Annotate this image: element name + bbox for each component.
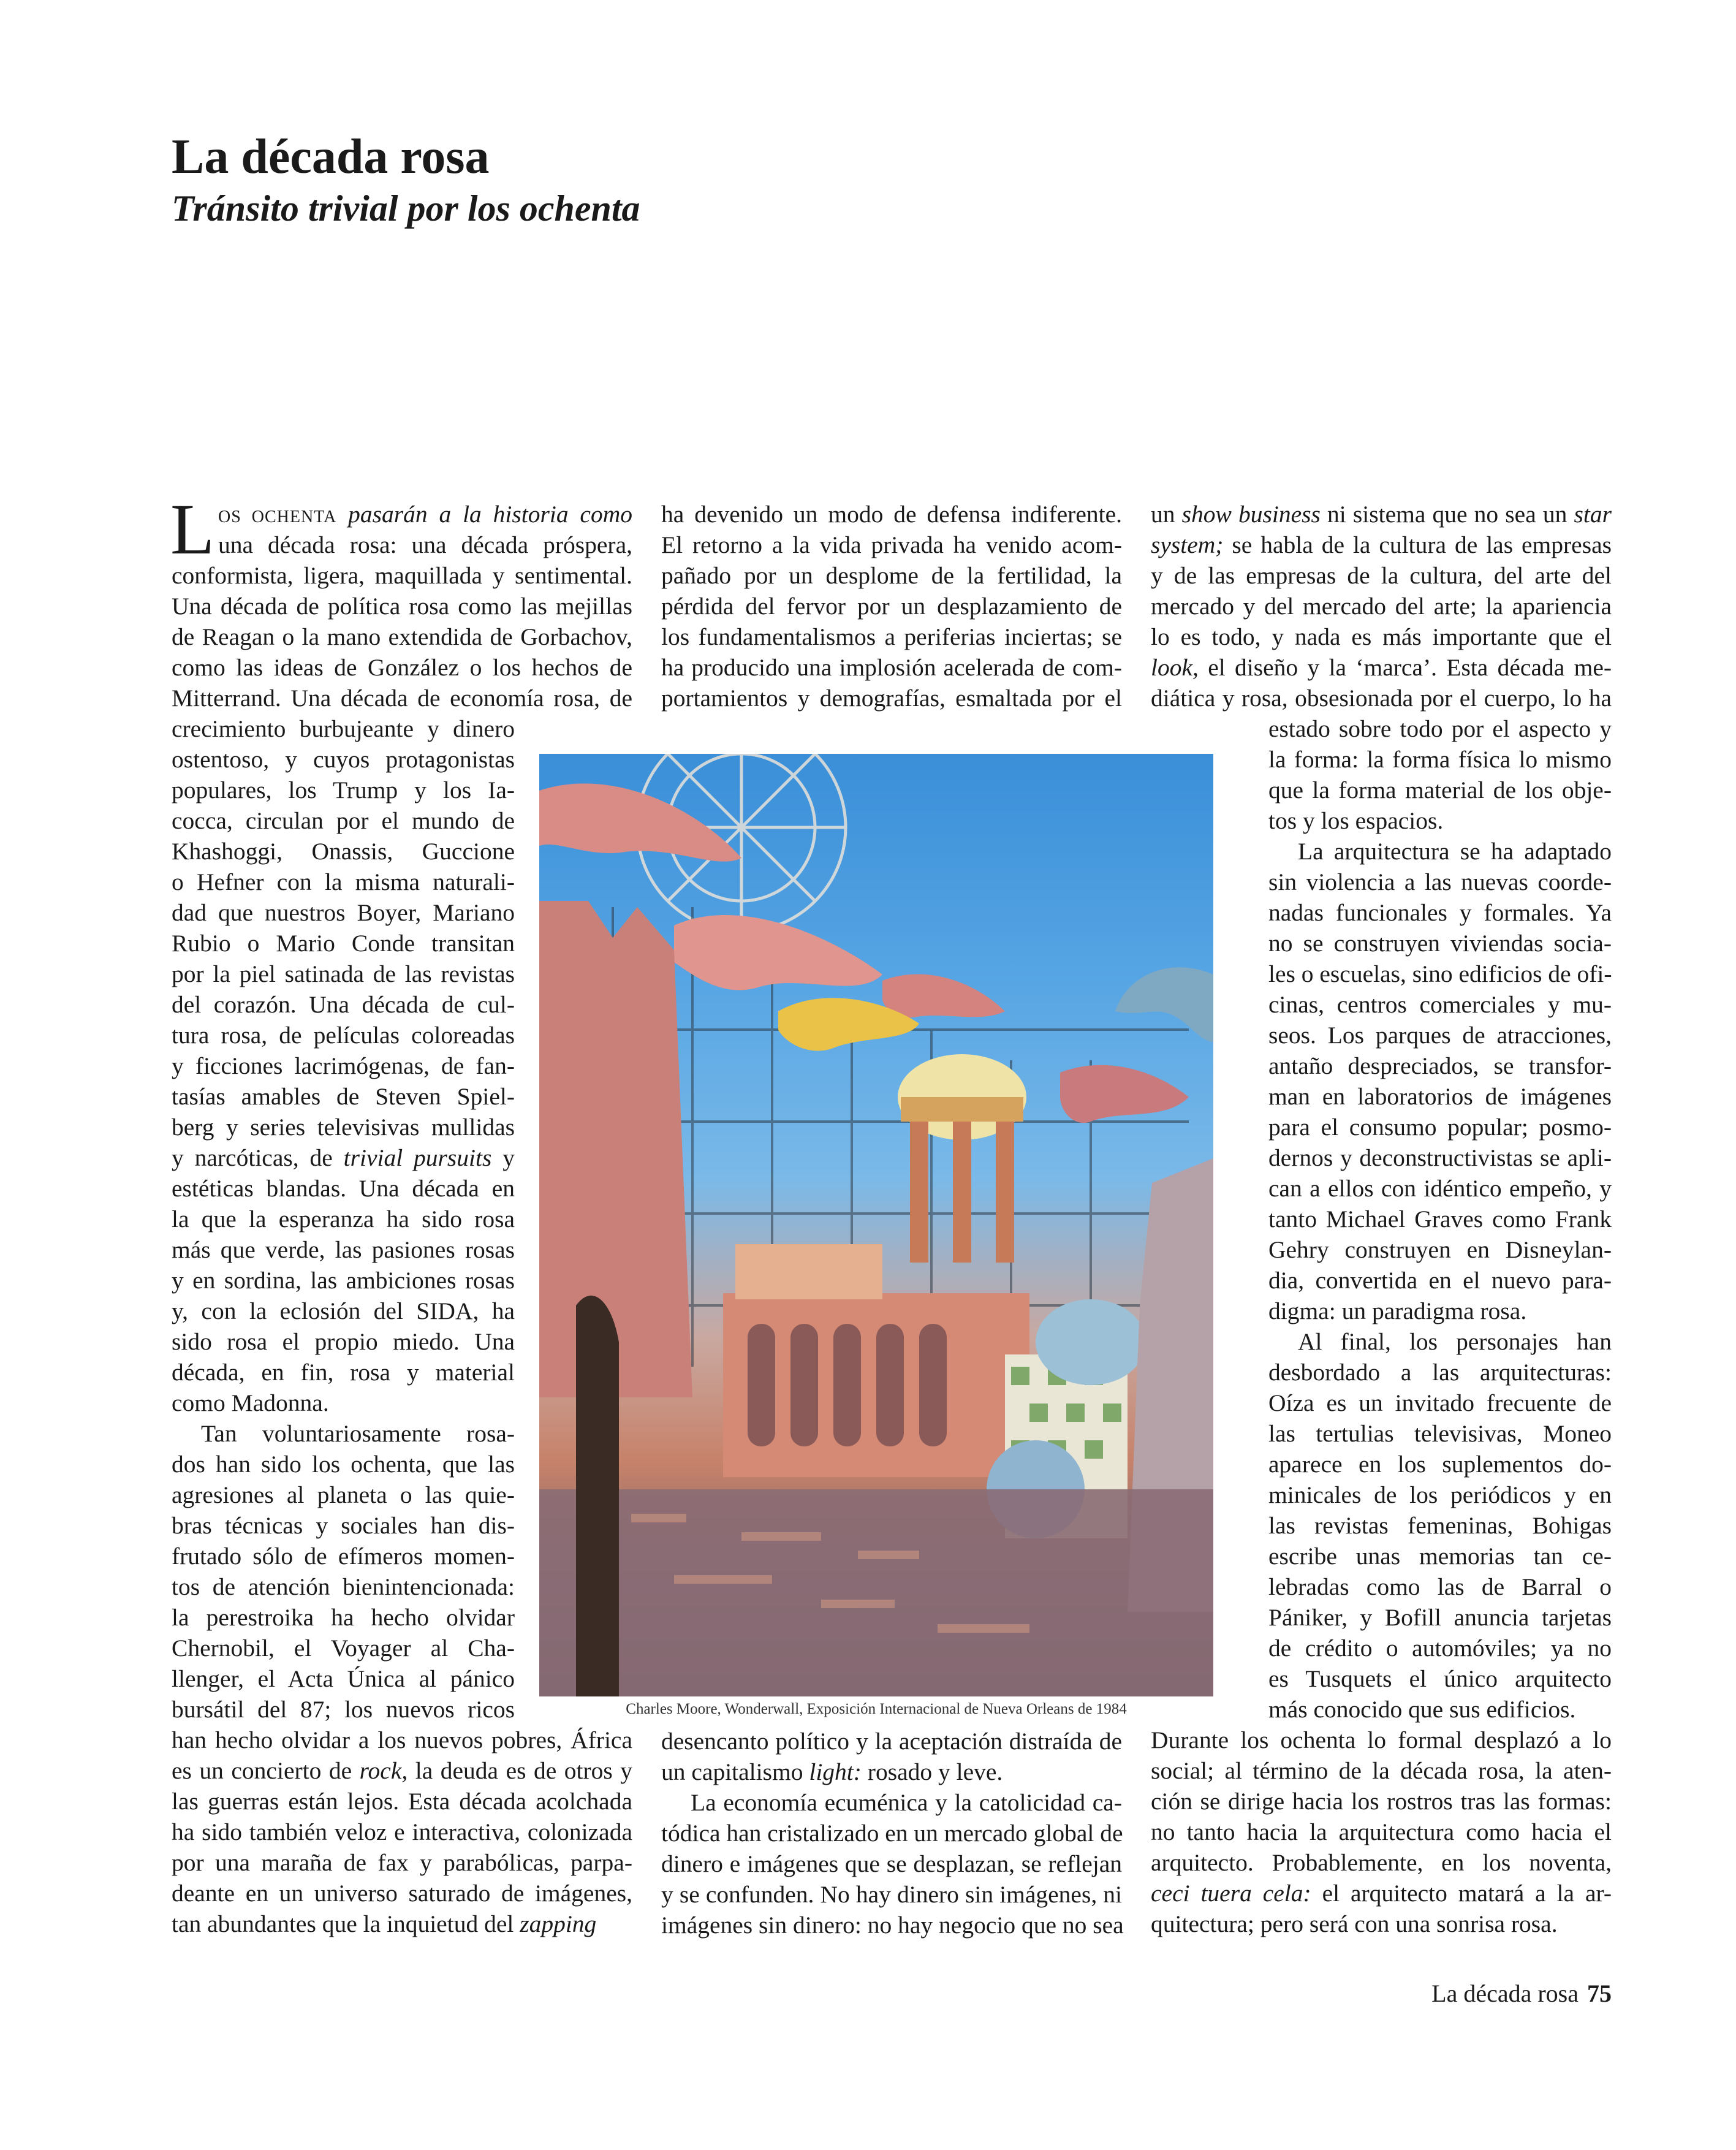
small-caps-lead: OS OCHENTA xyxy=(218,507,337,526)
text-line xyxy=(661,499,1122,530)
text-line xyxy=(172,1480,515,1510)
text-line xyxy=(1268,867,1612,897)
text-line xyxy=(1268,1541,1612,1571)
domed-pavilion xyxy=(898,1054,1026,1263)
text-run: las guerras están lejos. Esta década acolchada xyxy=(172,1788,632,1815)
text-run: para el consumo popular; posmo- xyxy=(1268,1114,1612,1141)
text-run: dos han sido los ochenta, que las xyxy=(172,1451,515,1478)
text-line xyxy=(172,1050,515,1081)
text-run: deante en un universo saturado de imágenes, xyxy=(172,1880,632,1907)
text-line xyxy=(172,1296,515,1326)
text-line xyxy=(1298,1326,1612,1357)
text-run: la perestroika ha hecho olvidar xyxy=(172,1604,515,1631)
text-line xyxy=(1268,713,1612,744)
text-run: Tan voluntariosamente rosa- xyxy=(201,1420,515,1447)
text-run: mercado y del mercado del arte; la apariencia xyxy=(1151,593,1612,620)
text-run: ni sistema que no sea un xyxy=(1320,501,1574,528)
text-run: desencanto político y la aceptación distraída de xyxy=(661,1728,1122,1755)
text-line xyxy=(172,897,515,928)
text-run: es Tusquets el único arquitecto xyxy=(1268,1665,1612,1692)
text-line xyxy=(661,621,1122,652)
text-run: o Hefner con la misma naturali- xyxy=(172,868,515,895)
text-line xyxy=(172,928,515,959)
text-line xyxy=(172,1234,515,1265)
text-run: tos de atención bienintencionada: xyxy=(172,1573,515,1600)
text-run: tura rosa, de películas coloreadas xyxy=(172,1022,515,1049)
text-line xyxy=(1298,836,1612,867)
text-line xyxy=(1268,1694,1612,1725)
text-line xyxy=(1268,1142,1612,1173)
text-run: portamientos y demografías, esmaltada por el xyxy=(661,685,1122,712)
text-line xyxy=(1151,591,1612,621)
text-line xyxy=(1268,928,1612,959)
text-run: como las ideas de González o los hechos de xyxy=(172,654,632,681)
text-run: minicales de los periódicos y en xyxy=(1268,1481,1612,1508)
text-line xyxy=(1268,1020,1612,1050)
text-line xyxy=(1268,1510,1612,1541)
text-line xyxy=(172,775,515,805)
text-run: que la forma material de los obje- xyxy=(1268,777,1612,803)
text-run: agresiones al planeta o las quie- xyxy=(172,1481,515,1508)
text-line xyxy=(1268,1173,1612,1204)
pink-creature-2 xyxy=(674,915,882,990)
text-run: populares, los Trump y los Ia- xyxy=(172,777,515,803)
text-run: han hecho olvidar a los nuevos pobres, África xyxy=(172,1726,632,1753)
text-line xyxy=(1151,530,1612,560)
text-run: rosado y leve. xyxy=(861,1758,1003,1785)
text-run: quitectura; pero será con una sonrisa rosa. xyxy=(1151,1910,1558,1937)
text-line xyxy=(201,1418,515,1449)
text-line xyxy=(172,1541,515,1571)
emphasis: show business xyxy=(1181,501,1321,528)
text-line xyxy=(1151,1817,1612,1847)
text-line xyxy=(172,713,515,744)
text-run: Oíza es un invitado frecuente de xyxy=(1268,1389,1612,1416)
text-line xyxy=(661,1848,1122,1879)
text-line xyxy=(172,1142,515,1173)
emphasis: trivial pursuits xyxy=(343,1144,492,1171)
text-line xyxy=(172,1817,632,1847)
text-line xyxy=(172,560,632,591)
text-line xyxy=(172,959,515,989)
text-line xyxy=(218,530,632,560)
text-run: por una maraña de fax y parabólicas, parpa- xyxy=(172,1849,632,1876)
text-line xyxy=(172,1602,515,1633)
emphasis: rock, xyxy=(359,1757,408,1784)
text-line xyxy=(1268,1388,1612,1418)
photo-caption: Charles Moore, Wonderwall, Exposición Internacional de Nueva Orleans de 1984 xyxy=(626,1701,1127,1717)
text-run: desbordado a las arquitecturas: xyxy=(1268,1359,1612,1386)
text-line xyxy=(1268,1265,1612,1296)
text-line xyxy=(661,591,1122,621)
text-run: no se construyen viviendas socia- xyxy=(1268,930,1612,957)
text-line xyxy=(1268,1296,1612,1326)
text-run: Durante los ochenta lo formal desplazó a lo xyxy=(1151,1726,1612,1753)
text-run: pérdida del fervor por un desplazamiento de xyxy=(661,593,1122,620)
text-line xyxy=(172,744,515,775)
text-line xyxy=(661,1910,1122,1940)
article-subtitle: Tránsito trivial por los ochenta xyxy=(172,188,640,229)
text-run: tasías amables de Steven Spiel- xyxy=(172,1083,515,1110)
text-line xyxy=(172,591,632,621)
text-run: cocca, circulan por el mundo de xyxy=(172,807,515,834)
text-run: ostentoso, y cuyos protagonistas xyxy=(172,746,515,773)
text-run: berg y series televisivas mullidas xyxy=(172,1114,515,1141)
text-run: llenger, el Acta Única al pánico xyxy=(172,1665,515,1692)
text-line xyxy=(172,1510,515,1541)
wonderwall-photo xyxy=(539,754,1213,1696)
text-line xyxy=(1268,989,1612,1020)
text-line xyxy=(172,1633,515,1663)
text-line xyxy=(172,1878,632,1909)
text-line xyxy=(1151,1909,1612,1939)
text-run: una década rosa: una década próspera, xyxy=(218,531,632,558)
text-line xyxy=(1268,1633,1612,1663)
text-line xyxy=(172,1081,515,1112)
text-run: un xyxy=(1151,501,1182,528)
text-line xyxy=(218,499,632,530)
text-line xyxy=(661,560,1122,591)
text-run: man en laboratorios de imágenes xyxy=(1268,1083,1612,1110)
text-run: bras técnicas y sociales han dis- xyxy=(172,1512,515,1539)
text-run: les o escuelas, sino edificios de ofi- xyxy=(1268,960,1612,987)
text-run: conformista, ligera, maquillada y sentimental. xyxy=(172,562,632,589)
text-line xyxy=(172,1265,515,1296)
text-run: Rubio o Mario Conde transitan xyxy=(172,930,515,957)
drop-cap: L xyxy=(170,489,215,569)
text-line xyxy=(172,836,515,867)
text-line xyxy=(1268,1418,1612,1449)
text-run: y de las empresas de la cultura, del arte del xyxy=(1151,562,1612,589)
text-run: social; al término de la década rosa, la aten- xyxy=(1151,1757,1612,1784)
text-line xyxy=(661,652,1122,683)
text-run: Chernobil, el Voyager al Cha- xyxy=(172,1635,515,1662)
text-run: ha producido una implosión acelerada de com- xyxy=(661,654,1122,681)
text-run: digma: un paradigma rosa. xyxy=(1268,1297,1527,1324)
text-line xyxy=(172,652,632,683)
text-run: década, en fin, rosa y material xyxy=(172,1359,515,1386)
text-run: lebradas como las de Barral o xyxy=(1268,1573,1612,1600)
text-line xyxy=(661,1726,1122,1757)
text-line xyxy=(1268,1571,1612,1602)
text-line xyxy=(1268,1357,1612,1388)
text-line xyxy=(1268,959,1612,989)
text-line xyxy=(172,1388,515,1418)
text-line xyxy=(172,1663,515,1694)
emphasis: system; xyxy=(1151,531,1224,558)
text-run: diática y rosa, obsesionada por el cuerpo, lo ha xyxy=(1151,685,1612,712)
text-line xyxy=(691,1787,1122,1818)
text-line xyxy=(1268,1480,1612,1510)
text-line xyxy=(172,1725,632,1755)
text-run: Una década de política rosa como las mejillas xyxy=(172,593,632,620)
text-line xyxy=(1268,1234,1612,1265)
text-run: la que la esperanza ha sido rosa xyxy=(172,1206,515,1233)
text-run: antaño despreciados, se transfor- xyxy=(1268,1052,1612,1079)
text-line xyxy=(1268,1204,1612,1234)
text-run: del corazón. Una década de cul- xyxy=(172,991,515,1018)
text-run: como Madonna. xyxy=(172,1389,329,1416)
text-run: la forma: la forma física lo mismo xyxy=(1268,746,1612,773)
text-run: la deuda es de otros y xyxy=(407,1757,632,1784)
text-run: estéticas blandas. Una década en xyxy=(172,1175,515,1202)
text-line xyxy=(172,1847,632,1878)
text-line xyxy=(1151,499,1612,530)
text-run: La arquitectura se ha adaptado xyxy=(1298,838,1612,865)
left-facade xyxy=(539,901,692,1397)
text-run: dia, convertida en el nuevo para- xyxy=(1268,1267,1612,1294)
text-run: escribe unas memorias tan ce- xyxy=(1268,1543,1612,1570)
text-run: y narcóticas, de xyxy=(172,1144,344,1171)
text-run: el diseño y la ‘marca’. Esta década me- xyxy=(1198,654,1612,681)
text-line xyxy=(1268,1081,1612,1112)
text-run: dernos y deconstructivistas se apli- xyxy=(1268,1144,1612,1171)
text-run: sido rosa el propio miedo. Una xyxy=(172,1328,515,1355)
arcade-building xyxy=(723,1244,1029,1477)
text-line xyxy=(1151,683,1612,713)
text-run: de crédito o automóviles; ya no xyxy=(1268,1635,1612,1662)
text-run: pañado por un desplome de la fertilidad, la xyxy=(661,562,1122,589)
emphasis: ceci tuera cela: xyxy=(1151,1880,1311,1907)
text-run: imágenes sin dinero: no hay negocio que no sea xyxy=(661,1912,1124,1939)
text-line xyxy=(172,1755,632,1786)
emphasis: zapping xyxy=(520,1910,597,1937)
text-line xyxy=(1268,1602,1612,1633)
text-run: por la piel satinada de las revistas xyxy=(172,960,515,987)
text-run: Khashoggi, Onassis, Guccione xyxy=(172,838,515,865)
text-run: más conocido que sus edificios. xyxy=(1268,1696,1576,1723)
text-line xyxy=(1268,897,1612,928)
text-line xyxy=(172,1357,515,1388)
wonderwall-illustration xyxy=(539,754,1213,1696)
text-run: frutado sólo de efímeros momen- xyxy=(172,1543,515,1570)
text-line xyxy=(1151,1755,1612,1786)
text-run: tódica han cristalizado en un mercado global de xyxy=(661,1820,1123,1847)
text-line xyxy=(172,1694,515,1725)
text-run: el arquitecto matará a la ar- xyxy=(1311,1880,1612,1907)
text-line xyxy=(172,1449,515,1480)
text-run: cinas, centros comerciales y mu- xyxy=(1268,991,1612,1018)
text-run: ha devenido un modo de defensa indiferente. xyxy=(661,501,1122,528)
text-line xyxy=(172,805,515,836)
text-line xyxy=(172,1020,515,1050)
text-run: bursátil del 87; los nuevos ricos xyxy=(172,1696,515,1723)
text-line xyxy=(172,1571,515,1602)
text-run: las tertulias televisivas, Moneo xyxy=(1268,1420,1612,1447)
emphasis: pasarán a la historia como xyxy=(336,501,632,528)
text-run: es un concierto de xyxy=(172,1757,360,1784)
text-run: Gehry construyen en Disneylan- xyxy=(1268,1236,1612,1263)
text-line xyxy=(661,1879,1122,1910)
pink-creature-4 xyxy=(1060,1065,1189,1123)
text-run: sin violencia a las nuevas coorde- xyxy=(1268,868,1612,895)
text-line xyxy=(1151,560,1612,591)
text-run: seos. Los parques de atracciones, xyxy=(1268,1022,1612,1049)
text-line xyxy=(172,621,632,652)
emphasis: look, xyxy=(1151,654,1199,681)
text-run: se habla de la cultura de las empresas xyxy=(1223,531,1612,558)
text-run: y en sordina, las ambiciones rosas xyxy=(172,1267,515,1294)
text-line xyxy=(661,683,1122,713)
text-run: aparece en los suplementos do- xyxy=(1268,1451,1612,1478)
emphasis: light: xyxy=(809,1758,862,1785)
text-run: más que verde, las pasiones rosas xyxy=(172,1236,515,1263)
page-folio xyxy=(1431,1978,1612,2009)
text-run: un capitalismo xyxy=(661,1758,809,1785)
text-run: ha sido también veloz e interactiva, colonizada xyxy=(172,1818,632,1845)
text-run: arquitecto. Probablemente, en los noventa, xyxy=(1151,1849,1612,1876)
text-line xyxy=(1268,805,1612,836)
text-line xyxy=(172,1112,515,1142)
text-line xyxy=(1151,1878,1612,1909)
text-run: nadas funcionales y formales. Ya xyxy=(1268,899,1612,926)
emphasis: star xyxy=(1574,501,1612,528)
text-run: los fundamentalismos a periferias inciertas; se xyxy=(661,623,1122,650)
text-line xyxy=(661,1818,1122,1848)
text-line xyxy=(1151,1786,1612,1817)
text-line xyxy=(172,1786,632,1817)
text-line xyxy=(661,530,1122,560)
text-run: Al final, los personajes han xyxy=(1298,1328,1612,1355)
pink-creature-3 xyxy=(882,974,1005,1018)
text-run: Mitterrand. Una década de economía rosa, de xyxy=(172,685,632,712)
text-line xyxy=(1268,1112,1612,1142)
text-line xyxy=(172,1204,515,1234)
text-line xyxy=(1268,775,1612,805)
text-run: de Reagan o la mano extendida de Gorbachov, xyxy=(172,623,632,650)
text-run: ción se dirige hacia los rostros tras las formas: xyxy=(1151,1788,1612,1815)
text-run: tanto Michael Graves como Frank xyxy=(1268,1206,1612,1233)
text-line xyxy=(1268,1663,1612,1694)
text-run: y ficciones lacrimógenas, de fan- xyxy=(172,1052,515,1079)
text-run: y, con la eclosión del SIDA, ha xyxy=(172,1297,515,1324)
text-line xyxy=(172,1173,515,1204)
text-run: La economía ecuménica y la catolicidad ca- xyxy=(691,1789,1122,1816)
text-line xyxy=(1268,744,1612,775)
text-line xyxy=(1151,1725,1612,1755)
text-run: tan abundantes que la inquietud del xyxy=(172,1910,520,1937)
text-run: y se confunden. No hay dinero sin imágenes, ni xyxy=(661,1881,1122,1908)
text-line xyxy=(1151,621,1612,652)
text-run: Pániker, y Bofill anuncia tarjetas xyxy=(1268,1604,1612,1631)
article-title: La década rosa xyxy=(172,130,490,184)
text-line xyxy=(661,1757,1122,1787)
text-run: no tanto hacia la arquitectura como hacia el xyxy=(1151,1818,1612,1845)
text-line xyxy=(1268,1449,1612,1480)
text-run: las revistas femeninas, Bohigas xyxy=(1268,1512,1612,1539)
text-run: dinero e imágenes que se desplazan, se reflejan xyxy=(661,1850,1122,1877)
text-run: lo es todo, y nada es más importante que el xyxy=(1151,623,1612,650)
text-line xyxy=(1151,652,1612,683)
dark-column xyxy=(576,1296,619,1696)
text-line xyxy=(172,683,632,713)
text-line xyxy=(172,1909,632,1939)
text-run: estado sobre todo por el aspecto y xyxy=(1268,715,1612,742)
text-line xyxy=(172,867,515,897)
text-line xyxy=(1151,1847,1612,1878)
page-number: 75 xyxy=(1587,1980,1612,2007)
text-run: crecimiento burbujeante y dinero xyxy=(172,715,515,742)
text-line xyxy=(172,1326,515,1357)
text-run: dad que nuestros Boyer, Mariano xyxy=(172,899,515,926)
text-line xyxy=(1268,1050,1612,1081)
text-run: y xyxy=(491,1144,515,1171)
running-title: La década rosa xyxy=(1431,1980,1579,2007)
text-line xyxy=(172,989,515,1020)
text-run: El retorno a la vida privada ha venido acom- xyxy=(661,531,1122,558)
text-run: tos y los espacios. xyxy=(1268,807,1444,834)
text-run: can a ellos con idéntico empeño, y xyxy=(1268,1175,1612,1202)
